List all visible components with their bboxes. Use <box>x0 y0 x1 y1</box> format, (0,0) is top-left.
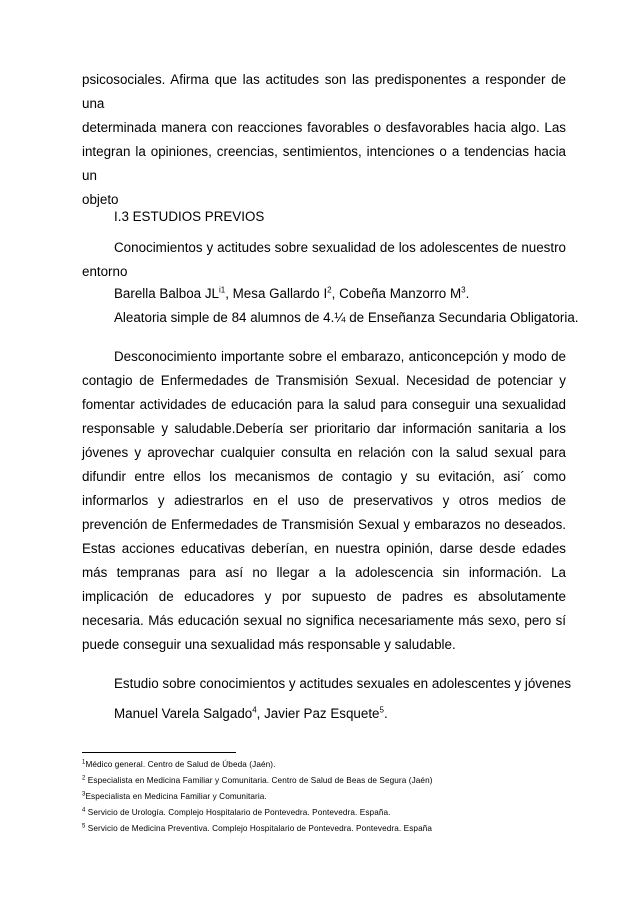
author-paz: , Javier Paz Esquete <box>256 706 380 721</box>
intro-paragraph <box>82 68 566 212</box>
footnote-3 <box>82 789 582 806</box>
intro-line-3: integran la opiniones, creencias, sentimientos, intenciones o a tendencias hacia un <box>82 144 566 183</box>
study-1-title <box>82 236 566 284</box>
study-1-title-line-1: Conocimientos y actitudes sobre sexualidad de los adolescentes de nuestro <box>114 240 566 255</box>
footnote-text: Especialista en Medicina Familiar y Comunitaria. <box>85 792 267 801</box>
footnote-text: Médico general. Centro de Salud de Úbeda (Jaén). <box>85 760 276 769</box>
study-2-title-text: Estudio sobre conocimientos y actitudes sexuales en adolescentes y jóvenes <box>114 676 572 691</box>
footnote-mark: 1 <box>82 759 86 766</box>
author-cobena: , Cobeña Manzorro M <box>331 286 462 301</box>
footnote-separator <box>82 752 236 753</box>
footnote-mark: 3 <box>82 791 86 798</box>
footnote-ref-1: i1 <box>218 285 226 295</box>
section-heading-text: I.3 ESTUDIOS PREVIOS <box>114 209 265 224</box>
footnote-text: Servicio de Urología. Complejo Hospitalario de Pontevedra. Pontevedra. España. <box>85 808 391 817</box>
author-varela: Manuel Varela Salgado <box>114 706 253 721</box>
author-barella: Barella Balboa JL <box>114 286 219 301</box>
footnote-4 <box>82 805 582 822</box>
study-1-authors <box>82 282 566 306</box>
study-2-title <box>82 672 572 696</box>
study-1-sample <box>82 306 579 330</box>
footnote-mark: 2 <box>82 775 86 782</box>
study-1-authors-line: Barella Balboa $JL^{i1}$, Mesa Gallardo $I^2$, Cobeña Manzorro $M^3$. <box>114 285 470 301</box>
footnote-mark: 4 <box>82 807 86 814</box>
footnote-ref-3: 3 <box>461 285 466 295</box>
study-2-authors-line: Manuel Varela Salgado$^4$, Javier Paz Esquete$^5$. <box>114 705 388 721</box>
section-heading <box>82 205 566 229</box>
study-1-sample-text: Aleatoria simple de 84 alumnos de 4.¼ de Enseñanza Secundaria Obligatoria. <box>114 310 579 325</box>
footnote-ref-2: 2 <box>327 285 332 295</box>
intro-line-1: psicosociales. Afirma que las actitudes son las predisponentes a responder de una <box>82 72 566 111</box>
study-1-findings-text: Desconocimiento importante sobre el embarazo, anticoncepción y modo de contagio de Enfermedades de Transmisión Sexual. Necesidad de potenciar y fomentar actividades de educación para la salud para conseguir una sexualidad responsable y saludable.Debería ser prioritario dar información sanitaria a los jóvenes y aprovechar cualquier consulta en relación con la salud sexual para difundir entre ellos los mecanismos de contagio y su evitación, asi´ como informarlos y adiestrarlos en el uso de preservativos y otros medios de prevención de Enfermedades de Transmisión Sexual y embarazos no deseados. Estas acciones educativas deberían, en nuestra opinión, darse desde edades más tempranas para así no llegar a la adolescencia sin información. La implicación de educadores y por supuesto de padres es absolutamente necesaria. Más educación sexual no significa necesariamente más sexo, pero sí puede conseguir una sexualidad más responsable y saludable. <box>82 349 566 652</box>
footnote-ref-5: 5 <box>379 705 384 715</box>
footnote-text: Servicio de Medicina Preventiva. Complejo Hospitalario de Pontevedra. Pontevedra. España <box>85 824 433 833</box>
footnote-2 <box>82 773 582 790</box>
study-2-authors <box>82 702 566 726</box>
footnote-1 <box>82 757 582 774</box>
intro-line-2: determinada manera con reacciones favorables o desfavorables hacia algo. Las <box>82 120 566 135</box>
author-mesa: , Mesa Gallardo I <box>225 286 328 301</box>
footnote-text: Especialista en Medicina Familiar y Comunitaria. Centro de Salud de Beas de Segura (Jaén) <box>85 776 433 785</box>
footnote-mark: 5 <box>82 823 86 830</box>
intro-line-4: objeto <box>82 192 119 207</box>
footnote-ref-4: 4 <box>252 705 257 715</box>
study-1-title-line-2: entorno <box>82 264 128 279</box>
study-1-findings <box>82 345 566 657</box>
footnote-5 <box>82 821 582 838</box>
